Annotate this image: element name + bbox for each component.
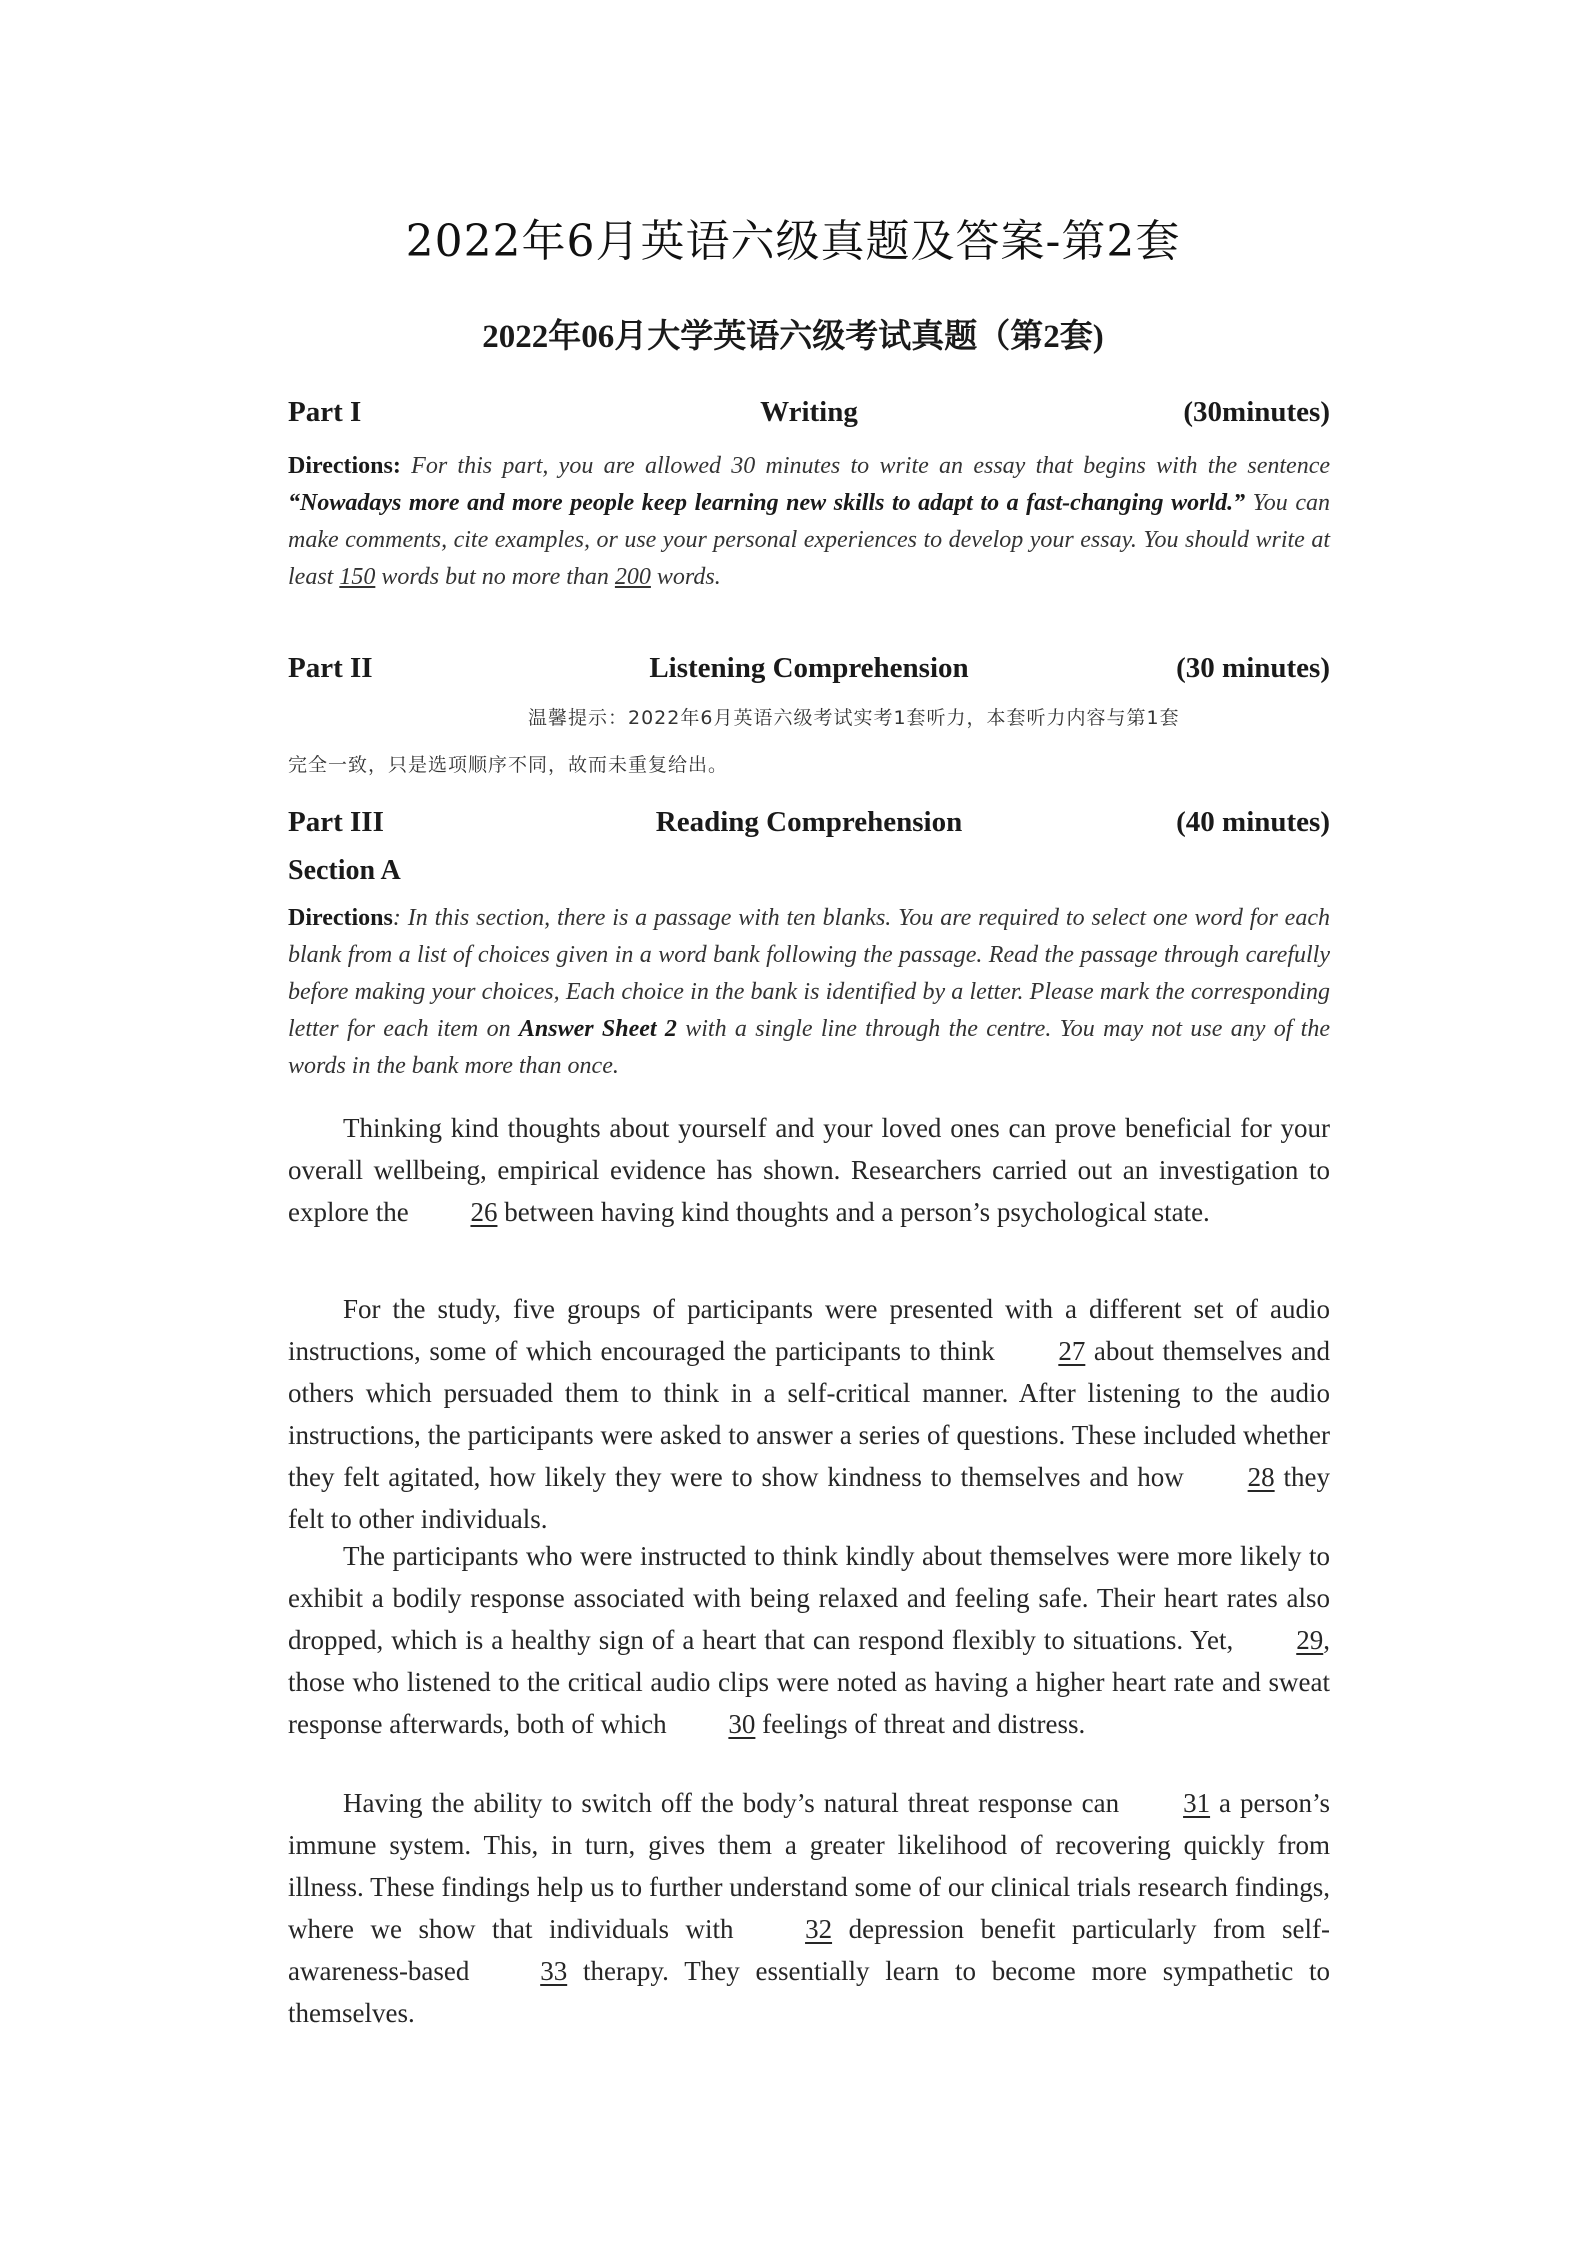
part-1-directions [288, 448, 1330, 596]
blank-33: 33 [540, 1956, 568, 1986]
directions-text: words but no more than [375, 564, 615, 590]
part-3-directions [288, 900, 1330, 1085]
part-3-time: (40 minutes) [1176, 806, 1330, 838]
part-3-header [288, 806, 1330, 846]
section-a-heading: Section A [288, 855, 401, 886]
part-2-number: Part II [288, 652, 373, 684]
passage-text: they felt to other individuals. [288, 1462, 1330, 1534]
part-1-number: Part I [288, 396, 362, 428]
essay-prompt-sentence: “Nowadays more and more people keep learning new skills to adapt to a fast-changing world.” [288, 490, 1246, 516]
part-2-time: (30 minutes) [1176, 652, 1330, 684]
passage-text: about themselves and others which persuaded them to think in a self-critical manner. After listening to the audio instructions, the participants were asked to answer a series of questions. These included whether they felt agitated, how likely they were to show kindness to themselves and how [288, 1336, 1330, 1492]
blank-26: 26 [470, 1197, 498, 1227]
directions-text: For this part, you are allowed 30 minutes to write an essay that begins with the sentence [400, 453, 1330, 479]
passage-paragraph-2 [288, 1288, 1330, 1540]
page-title: 2022年6月英语六级真题及答案-第2套 [405, 216, 1181, 267]
part-3-number: Part III [288, 806, 384, 838]
part-2-header [288, 652, 1330, 692]
part-2-name: Listening Comprehension [649, 652, 969, 684]
passage-text: a person’s immune system. This, in turn, gives them a greater likelihood of recovering quickly from illness. These findings help us to further understand some of our clinical trials research findings, where we show that individuals with [288, 1788, 1330, 1944]
listening-tip [288, 695, 1330, 789]
blank-29: 29 [1296, 1625, 1324, 1655]
passage-text: therapy. They essentially learn to become more sympathetic to themselves. [288, 1956, 1330, 2028]
tip-line-1: 温馨提示：2022年6月英语六级考试实考1套听力，本套听力内容与第1套 [528, 707, 1180, 729]
passage-text: Having the ability to switch off the body’s natural threat response can [343, 1788, 1129, 1818]
passage-text: between having kind thoughts and a person’s psychological state. [497, 1197, 1210, 1227]
passage-paragraph-4 [288, 1782, 1330, 2034]
min-word-count: 150 [339, 564, 376, 590]
passage-text: , those who listened to the critical audio clips were noted as having a higher heart rate and sweat response afterwards, both of which [288, 1625, 1330, 1739]
passage-text: Thinking kind thoughts about yourself and your loved ones can prove beneficial for your overall wellbeing, empirical evidence has shown. Researchers carried out an investigation to explore the [288, 1113, 1330, 1227]
blank-30: 30 [728, 1709, 756, 1739]
passage-text: For the study, five groups of participants were presented with a different set of audio instructions, some of which encouraged the participants to think [288, 1294, 1330, 1366]
directions-text: You can make comments, cite examples, or use your personal experiences to develop your essay. You should write at least [288, 490, 1330, 590]
exam-title: 2022年06月大学英语六级考试真题（第2套) [482, 319, 1104, 355]
tip-line-2: 完全一致，只是选项顺序不同，故而未重复给出。 [288, 754, 729, 776]
passage-text: The participants who were instructed to think kindly about themselves were more likely to exhibit a bodily response associated with being relaxed and feeling safe. Their heart rates also dropped, which is a healthy sign of a heart that can respond flexibly to situations. Yet, [288, 1541, 1330, 1655]
passage-text: depression benefit particularly from self-awareness-based [288, 1914, 1330, 1986]
blank-32: 32 [805, 1914, 833, 1944]
directions-label: Directions: [288, 453, 401, 479]
part-3-name: Reading Comprehension [655, 806, 963, 838]
part-1-header [288, 396, 1330, 436]
passage-text: feelings of threat and distress. [755, 1709, 1086, 1739]
answer-sheet-label: Answer Sheet 2 [518, 1016, 677, 1042]
directions-text: with a single line through the centre. You may not use any of the words in the bank more than once. [288, 1016, 1330, 1079]
part-1-name: Writing [760, 396, 858, 428]
part-1-time: (30minutes) [1183, 396, 1330, 428]
directions-text: words. [650, 564, 721, 590]
passage-paragraph-3 [288, 1535, 1330, 1745]
blank-28: 28 [1247, 1462, 1275, 1492]
blank-31: 31 [1183, 1788, 1211, 1818]
directions-label: Directions [288, 905, 393, 931]
passage-paragraph-1 [288, 1107, 1330, 1233]
max-word-count: 200 [614, 564, 651, 590]
directions-text: : In this section, there is a passage with ten blanks. You are required to select one word for each blank from a list of choices given in a word bank following the passage. Read the passage through carefully before making your choices, Each choice in the bank is identified by a letter. Please mark the corresponding letter for each item on [288, 905, 1330, 1042]
blank-27: 27 [1058, 1336, 1086, 1366]
